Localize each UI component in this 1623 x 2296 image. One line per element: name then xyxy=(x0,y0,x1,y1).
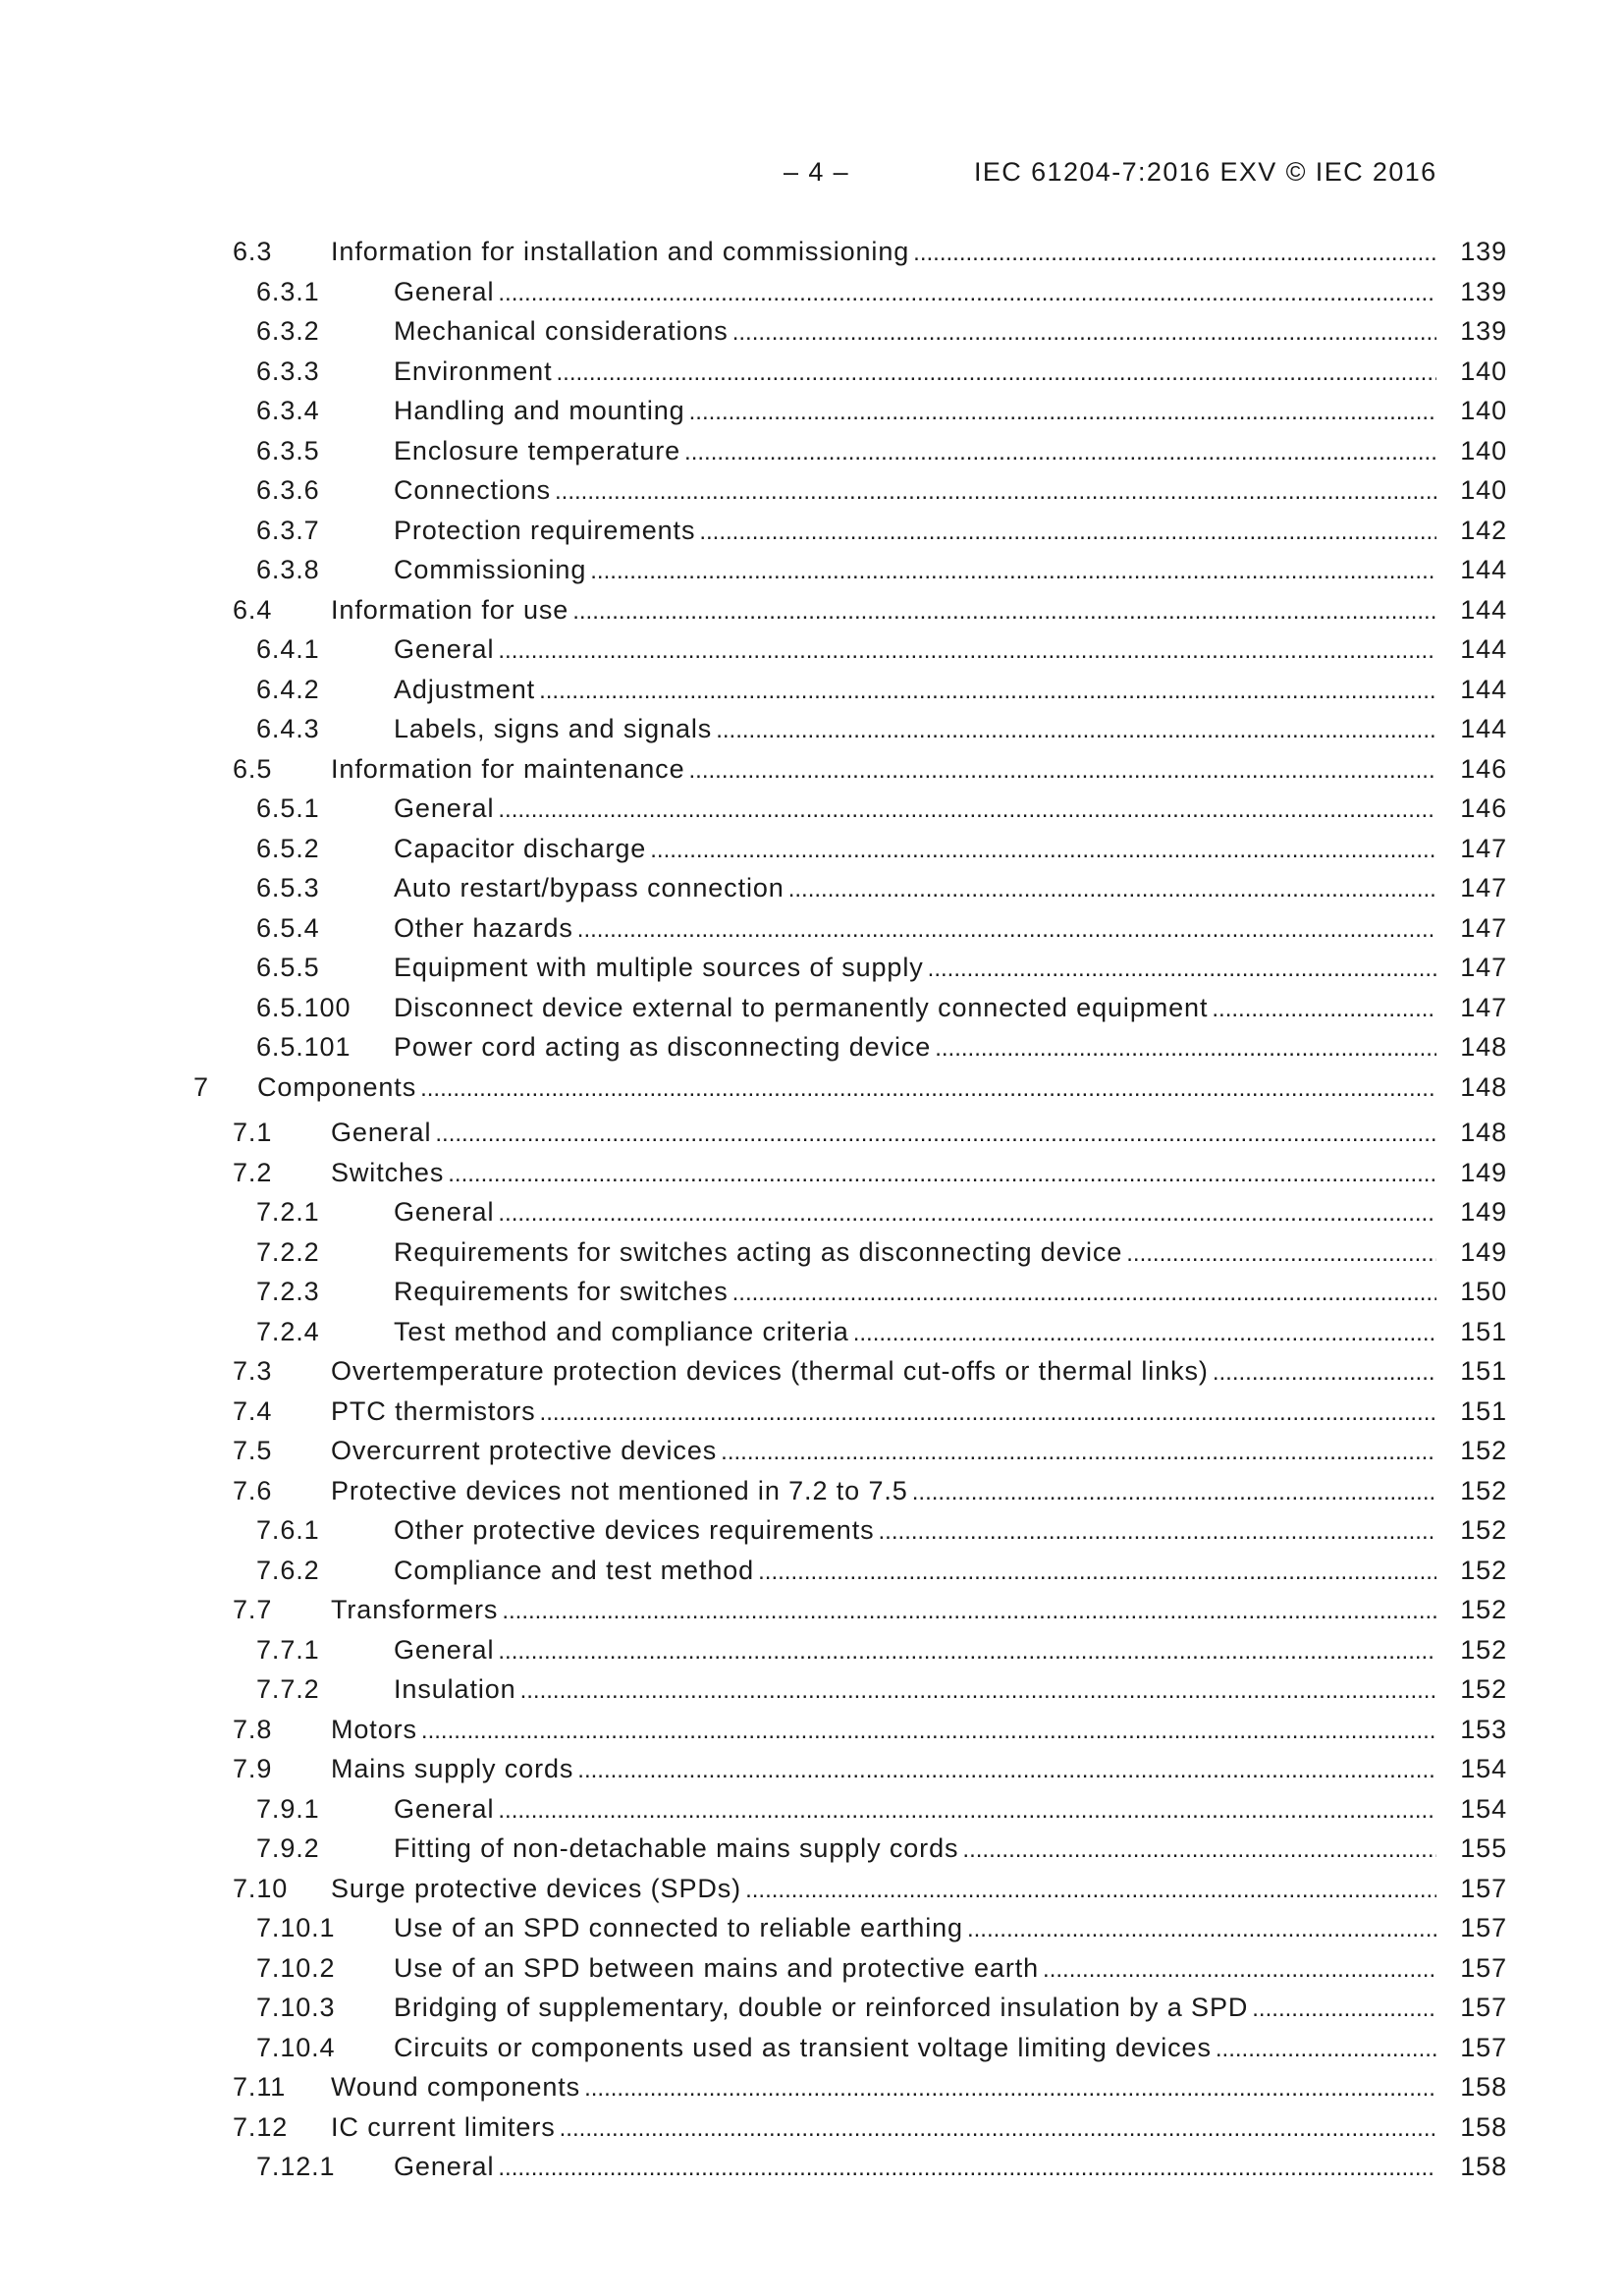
toc-entry-page: 151 xyxy=(1460,1356,1507,1386)
toc-entry-number: 7.6.2 xyxy=(256,1555,320,1585)
dot-leader xyxy=(572,592,1436,631)
toc-entry-number: 7.2.3 xyxy=(256,1277,320,1306)
toc-entry[interactable] xyxy=(0,1630,1623,1670)
toc-entry-number: 7.7.2 xyxy=(256,1674,320,1704)
toc-entry-page: 144 xyxy=(1460,634,1507,664)
toc-entry-number: 7.3 xyxy=(233,1356,273,1386)
toc-entry-number: 6.3 xyxy=(233,237,273,266)
toc-entry-number: 6.3.1 xyxy=(256,276,320,306)
toc-entry[interactable] xyxy=(0,1510,1623,1551)
dot-leader xyxy=(560,2109,1436,2149)
toc-entry[interactable] xyxy=(0,1153,1623,1193)
toc-entry-number: 6.5.2 xyxy=(256,833,320,863)
toc-entry[interactable] xyxy=(0,988,1623,1028)
toc-entry-title-line xyxy=(394,829,1436,870)
toc-entry-number: 7.5 xyxy=(233,1436,273,1465)
toc-entry[interactable] xyxy=(0,908,1623,949)
toc-entry-page: 140 xyxy=(1460,475,1507,505)
toc-entry-title-line xyxy=(331,1153,1436,1194)
toc-entry-title: General xyxy=(394,634,495,664)
toc-entry-title: Environment xyxy=(394,355,553,386)
toc-entry[interactable] xyxy=(0,352,1623,392)
toc-entry-number: 7.9.2 xyxy=(256,1833,320,1863)
toc-entry[interactable] xyxy=(0,2067,1623,2107)
toc-entry-title: Protective devices not mentioned in 7.2 to 7.5 xyxy=(331,1475,908,1505)
dot-leader xyxy=(1252,1990,1436,2029)
toc-entry-title-line xyxy=(331,1113,1436,1154)
toc-entry-title: Motors xyxy=(331,1714,417,1744)
toc-entry-title-line xyxy=(394,1192,1436,1233)
toc-entry-title: Commissioning xyxy=(394,555,587,584)
toc-entry-number: 7.11 xyxy=(233,2072,287,2102)
dot-leader xyxy=(935,1029,1436,1068)
toc-entry-number: 7.10.1 xyxy=(256,1913,336,1942)
toc-entry-page: 147 xyxy=(1460,833,1507,863)
toc-entry[interactable] xyxy=(0,1272,1623,1312)
toc-entry-number: 7.1 xyxy=(233,1118,273,1147)
toc-entry[interactable] xyxy=(0,1232,1623,1273)
toc-entry-number: 7.2.1 xyxy=(256,1197,320,1227)
toc-entry-page: 147 xyxy=(1460,992,1507,1022)
toc-entry-page: 148 xyxy=(1460,1071,1507,1102)
dot-leader xyxy=(498,631,1436,671)
toc-entry-number: 7.2.4 xyxy=(256,1316,320,1346)
toc-entry-number: 7.12 xyxy=(233,2111,289,2142)
toc-entry-title: Insulation xyxy=(394,1674,516,1704)
dot-leader xyxy=(912,1473,1436,1512)
toc-entry-title: General xyxy=(394,793,495,823)
toc-entry-title-line xyxy=(394,670,1436,711)
toc-entry-number: 7.2 xyxy=(233,1157,273,1187)
toc-entry-title-line xyxy=(331,749,1436,791)
dot-leader xyxy=(716,711,1436,750)
toc-entry[interactable] xyxy=(0,1908,1623,1948)
toc-entry[interactable] xyxy=(0,1113,1623,1153)
toc-entry-title-line xyxy=(394,1789,1436,1831)
toc-entry-page: 144 xyxy=(1460,674,1507,704)
toc-entry-title-line xyxy=(394,988,1436,1029)
toc-entry-title: Other protective devices requirements xyxy=(394,1515,875,1545)
toc-entry-number: 7.9 xyxy=(233,1754,273,1783)
toc-entry-title: Overtemperature protection devices (thermal cut-offs or thermal links) xyxy=(331,1356,1209,1386)
toc-entry-title: IC current limiters xyxy=(331,2111,556,2142)
toc-entry-title-line xyxy=(331,232,1436,273)
toc-entry-title: General xyxy=(394,1197,495,1227)
toc-entry[interactable] xyxy=(0,311,1623,352)
toc-entry-page: 154 xyxy=(1460,1793,1507,1824)
toc-entry-title-line xyxy=(394,1948,1436,1990)
toc-entry[interactable] xyxy=(0,2147,1623,2187)
toc-entry[interactable] xyxy=(0,1590,1623,1630)
toc-entry-page: 158 xyxy=(1460,2111,1507,2142)
toc-entry-title: Bridging of supplementary, double or reinforced insulation by a SPD xyxy=(394,1993,1249,2022)
dot-leader xyxy=(758,1553,1436,1592)
toc-entry[interactable] xyxy=(0,1027,1623,1067)
toc-entry[interactable] xyxy=(0,1710,1623,1750)
toc-entry-title: Switches xyxy=(331,1157,445,1187)
toc-entry-number: 6.3.2 xyxy=(256,316,320,346)
toc-entry-page: 153 xyxy=(1460,1714,1507,1744)
toc-entry[interactable] xyxy=(0,829,1623,869)
toc-entry-title-line xyxy=(331,1710,1436,1751)
toc-entry-number: 7.6.1 xyxy=(256,1515,320,1545)
toc-entry-title-line xyxy=(331,2107,1436,2149)
toc-entry-title: Power cord acting as disconnecting device xyxy=(394,1032,932,1062)
toc-entry-page: 151 xyxy=(1460,1395,1507,1426)
toc-entry-title: Use of an SPD between mains and protective earth xyxy=(394,1952,1040,1983)
dot-leader xyxy=(448,1155,1436,1194)
toc-entry-title-line xyxy=(394,272,1436,313)
toc-entry-title-line xyxy=(331,2067,1436,2108)
dot-leader xyxy=(498,2149,1436,2188)
dot-leader xyxy=(879,1512,1436,1552)
toc-entry-title: Mains supply cords xyxy=(331,1754,574,1783)
toc-entry-page: 139 xyxy=(1460,316,1507,346)
toc-entry-number: 7.10.4 xyxy=(256,2032,336,2062)
toc-entry[interactable] xyxy=(0,1392,1623,1432)
toc-entry-title: Surge protective devices (SPDs) xyxy=(331,1873,742,1903)
toc-entry-page: 152 xyxy=(1460,1595,1507,1624)
dot-leader xyxy=(1043,1950,1436,1990)
toc-entry-title: Connections xyxy=(394,475,551,505)
toc-entry-page: 157 xyxy=(1460,1873,1507,1903)
toc-entry-title-line xyxy=(394,1669,1436,1711)
toc-entry-page: 157 xyxy=(1460,1913,1507,1942)
table-of-contents xyxy=(0,232,1623,2187)
dot-leader xyxy=(967,1910,1436,1949)
toc-entry[interactable] xyxy=(0,232,1623,272)
toc-entry-number: 6.3.7 xyxy=(256,515,320,545)
document-id: IEC 61204-7:2016 EXV © IEC 2016 xyxy=(974,157,1437,187)
toc-entry-title-line xyxy=(331,1471,1436,1512)
dot-leader xyxy=(584,2069,1436,2108)
toc-entry-number: 6.4.2 xyxy=(256,674,320,704)
dot-leader xyxy=(498,1791,1436,1831)
toc-entry-page: 158 xyxy=(1460,2072,1507,2102)
dot-leader xyxy=(556,354,1436,393)
toc-entry-number: 7 xyxy=(193,1071,209,1102)
toc-entry-number: 6.5.100 xyxy=(256,992,352,1022)
toc-entry[interactable] xyxy=(0,470,1623,511)
toc-entry[interactable] xyxy=(0,431,1623,471)
toc-entry-page: 146 xyxy=(1460,793,1507,823)
toc-entry-title-line xyxy=(394,1630,1436,1671)
page-header xyxy=(0,157,1623,196)
toc-entry-title: General xyxy=(394,2152,495,2181)
toc-entry-number: 6.5.4 xyxy=(256,912,320,943)
toc-entry-title-line xyxy=(394,431,1436,472)
toc-entry-page: 144 xyxy=(1460,714,1507,743)
dot-leader xyxy=(498,791,1436,830)
toc-entry-title-line xyxy=(394,1988,1436,2029)
toc-entry-title-line xyxy=(394,629,1436,671)
toc-entry[interactable] xyxy=(0,1067,1623,1108)
toc-entry[interactable] xyxy=(0,1551,1623,1591)
toc-entry-title: General xyxy=(394,1634,495,1665)
toc-entry-title-line xyxy=(394,1829,1436,1870)
dot-leader xyxy=(498,1632,1436,1671)
toc-entry-title: General xyxy=(394,276,495,306)
toc-entry-number: 6.3.4 xyxy=(256,396,320,425)
toc-entry-title-line xyxy=(331,1431,1436,1472)
dot-leader xyxy=(421,1712,1436,1751)
toc-entry-title-line xyxy=(394,511,1436,552)
toc-entry-page: 147 xyxy=(1460,912,1507,943)
toc-entry-page: 140 xyxy=(1460,396,1507,425)
toc-entry-title-line xyxy=(394,868,1436,909)
toc-entry-number: 7.6 xyxy=(233,1475,273,1505)
toc-entry-title-line xyxy=(394,1551,1436,1592)
toc-entry-title: Information for installation and commissioning xyxy=(331,237,910,266)
toc-entry-number: 6.5.3 xyxy=(256,873,320,902)
toc-entry-title: Disconnect device external to permanently connected equipment xyxy=(394,992,1209,1022)
toc-entry-page: 157 xyxy=(1460,1952,1507,1983)
toc-entry-title: Circuits or components used as transient voltage limiting devices xyxy=(394,2032,1212,2062)
dot-leader xyxy=(962,1831,1436,1870)
toc-entry-number: 7.8 xyxy=(233,1714,273,1744)
toc-entry-title-line xyxy=(394,550,1436,591)
dot-leader xyxy=(913,234,1436,273)
dot-leader xyxy=(853,1314,1436,1353)
dot-leader xyxy=(520,1671,1436,1711)
toc-entry-number: 6.3.3 xyxy=(256,355,320,386)
toc-entry-page: 146 xyxy=(1460,753,1507,784)
toc-entry-title: Capacitor discharge xyxy=(394,833,647,863)
dot-leader xyxy=(540,1394,1436,1433)
toc-entry[interactable] xyxy=(0,1471,1623,1511)
toc-entry-number: 7.10.3 xyxy=(256,1993,336,2022)
toc-entry-page: 151 xyxy=(1460,1316,1507,1346)
toc-entry-number: 6.4.3 xyxy=(256,714,320,743)
toc-entry-title-line xyxy=(394,470,1436,512)
toc-entry-title-line xyxy=(331,1869,1436,1910)
toc-entry-page: 152 xyxy=(1460,1634,1507,1665)
toc-entry-title: Components xyxy=(257,1071,417,1102)
toc-entry[interactable] xyxy=(0,789,1623,829)
toc-entry-number: 6.5.5 xyxy=(256,953,320,982)
toc-entry[interactable] xyxy=(0,629,1623,670)
toc-entry-page: 147 xyxy=(1460,873,1507,902)
toc-entry-page: 149 xyxy=(1460,1157,1507,1187)
toc-entry-page: 152 xyxy=(1460,1674,1507,1704)
toc-entry-page: 147 xyxy=(1460,953,1507,982)
toc-entry-title: General xyxy=(331,1118,432,1147)
toc-entry-title-line xyxy=(257,1067,1436,1109)
toc-entry-title: Mechanical considerations xyxy=(394,316,729,346)
page-number: – 4 – xyxy=(784,157,850,187)
toc-entry-page: 152 xyxy=(1460,1555,1507,1585)
toc-entry-title-line xyxy=(394,1908,1436,1949)
dot-leader xyxy=(689,393,1436,432)
toc-entry-number: 7.4 xyxy=(233,1395,273,1426)
toc-entry-title-line xyxy=(394,908,1436,950)
toc-entry-page: 139 xyxy=(1460,276,1507,306)
dot-leader xyxy=(420,1069,1436,1109)
toc-entry-title: Protection requirements xyxy=(394,515,696,545)
toc-entry-title: Compliance and test method xyxy=(394,1555,755,1585)
toc-entry-title-line xyxy=(394,1272,1436,1313)
toc-entry-title-line xyxy=(394,2147,1436,2188)
toc-entry-number: 6.3.8 xyxy=(256,555,320,584)
toc-entry-title: Adjustment xyxy=(394,674,536,704)
toc-entry[interactable] xyxy=(0,1192,1623,1232)
toc-entry-page: 139 xyxy=(1460,237,1507,266)
dot-leader xyxy=(539,672,1436,711)
toc-entry-title-line xyxy=(394,2028,1436,2069)
dot-leader xyxy=(684,433,1436,472)
toc-entry-page: 158 xyxy=(1460,2152,1507,2181)
dot-leader xyxy=(928,950,1436,989)
toc-entry[interactable] xyxy=(0,1431,1623,1471)
toc-entry-title-line xyxy=(331,1392,1436,1433)
dot-leader xyxy=(1126,1234,1436,1274)
toc-entry[interactable] xyxy=(0,590,1623,630)
toc-entry[interactable] xyxy=(0,1669,1623,1710)
dot-leader xyxy=(498,1194,1436,1233)
toc-entry-page: 149 xyxy=(1460,1236,1507,1267)
toc-entry-title-line xyxy=(394,352,1436,393)
toc-entry-title: Requirements for switches xyxy=(394,1277,729,1306)
toc-entry-page: 154 xyxy=(1460,1754,1507,1783)
toc-entry-number: 7.7 xyxy=(233,1595,273,1624)
toc-entry-page: 152 xyxy=(1460,1436,1507,1465)
toc-entry-title: Information for maintenance xyxy=(331,753,685,784)
dot-leader xyxy=(577,1751,1436,1790)
toc-entry[interactable] xyxy=(0,1749,1623,1789)
toc-entry[interactable] xyxy=(0,709,1623,749)
toc-entry[interactable] xyxy=(0,272,1623,312)
toc-entry[interactable] xyxy=(0,550,1623,590)
toc-entry-title: Labels, signs and signals xyxy=(394,714,713,743)
toc-entry[interactable] xyxy=(0,391,1623,431)
dot-leader xyxy=(732,313,1436,353)
toc-entry-number: 6.4 xyxy=(233,594,273,625)
toc-entry-title-line xyxy=(394,311,1436,353)
toc-entry-title-line xyxy=(394,1232,1436,1274)
dot-leader xyxy=(745,1871,1436,1910)
toc-entry-page: 149 xyxy=(1460,1197,1507,1227)
toc-entry-page: 140 xyxy=(1460,435,1507,465)
toc-entry-title: Equipment with multiple sources of supply xyxy=(394,953,924,982)
toc-entry[interactable] xyxy=(0,511,1623,551)
toc-entry-title: Handling and mounting xyxy=(394,396,685,425)
toc-entry-page: 140 xyxy=(1460,355,1507,386)
toc-entry-page: 150 xyxy=(1460,1277,1507,1306)
toc-entry-page: 142 xyxy=(1460,515,1507,545)
dot-leader xyxy=(555,472,1436,512)
toc-entry-number: 6.5.1 xyxy=(256,793,320,823)
toc-entry[interactable] xyxy=(0,670,1623,710)
dot-leader xyxy=(699,513,1436,552)
toc-entry-page: 152 xyxy=(1460,1475,1507,1505)
toc-entry-number: 7.12.1 xyxy=(256,2152,336,2181)
toc-entry[interactable] xyxy=(0,868,1623,908)
toc-entry-number: 7.7.1 xyxy=(256,1634,320,1665)
toc-entry-title-line xyxy=(394,1027,1436,1068)
toc-entry-title: Fitting of non-detachable mains supply cords xyxy=(394,1833,959,1863)
toc-entry-number: 7.2.2 xyxy=(256,1236,320,1267)
toc-entry-title: Transformers xyxy=(331,1595,499,1624)
toc-entry-page: 157 xyxy=(1460,2032,1507,2062)
toc-entry-title: Enclosure temperature xyxy=(394,435,681,465)
toc-entry-title: Other hazards xyxy=(394,912,573,943)
toc-entry[interactable] xyxy=(0,1948,1623,1989)
toc-entry-number: 7.9.1 xyxy=(256,1793,320,1824)
dot-leader xyxy=(502,1592,1436,1631)
toc-entry-title-line xyxy=(331,590,1436,631)
dot-leader xyxy=(577,910,1436,950)
toc-entry-title-line xyxy=(394,709,1436,750)
toc-entry-page: 152 xyxy=(1460,1515,1507,1545)
toc-entry-page: 148 xyxy=(1460,1032,1507,1062)
dot-leader xyxy=(1213,1353,1436,1393)
toc-entry[interactable] xyxy=(0,948,1623,988)
toc-entry[interactable] xyxy=(0,749,1623,790)
toc-entry-title: General xyxy=(394,1793,495,1824)
toc-entry-title: Use of an SPD connected to reliable earthing xyxy=(394,1913,963,1942)
toc-entry-page: 148 xyxy=(1460,1118,1507,1147)
toc-entry-title-line xyxy=(331,1590,1436,1631)
toc-entry-page: 144 xyxy=(1460,594,1507,625)
toc-entry-number: 6.3.6 xyxy=(256,475,320,505)
dot-leader xyxy=(498,274,1436,313)
toc-entry-title: Information for use xyxy=(331,594,569,625)
toc-entry[interactable] xyxy=(0,1312,1623,1352)
toc-entry[interactable] xyxy=(0,1351,1623,1392)
toc-entry-page: 155 xyxy=(1460,1833,1507,1863)
toc-entry-page: 144 xyxy=(1460,555,1507,584)
toc-entry[interactable] xyxy=(0,1789,1623,1830)
toc-entry-number: 6.4.1 xyxy=(256,634,320,664)
dot-leader xyxy=(721,1433,1436,1472)
dot-leader xyxy=(650,831,1436,870)
toc-entry[interactable] xyxy=(0,2107,1623,2148)
toc-entry-title: Auto restart/bypass connection xyxy=(394,873,784,902)
toc-entry[interactable] xyxy=(0,1829,1623,1869)
dot-leader xyxy=(788,870,1436,909)
toc-entry-title-line xyxy=(394,1312,1436,1353)
dot-leader xyxy=(732,1274,1436,1313)
toc-entry-title-line xyxy=(394,391,1436,432)
toc-entry-title-line xyxy=(394,1510,1436,1552)
toc-entry-title: Test method and compliance criteria xyxy=(394,1316,849,1346)
dot-leader xyxy=(590,552,1436,591)
toc-entry-number: 6.5.101 xyxy=(256,1032,352,1062)
toc-entry-title-line xyxy=(394,948,1436,989)
toc-entry[interactable] xyxy=(0,1988,1623,2028)
toc-entry-title-line xyxy=(331,1351,1436,1393)
dot-leader xyxy=(1216,2030,1436,2069)
dot-leader xyxy=(688,751,1436,791)
toc-entry-title: Wound components xyxy=(331,2072,581,2102)
toc-entry-number: 6.5 xyxy=(233,753,273,784)
toc-entry[interactable] xyxy=(0,1869,1623,1909)
dot-leader xyxy=(435,1115,1436,1154)
dot-leader xyxy=(1212,990,1436,1029)
toc-entry-title-line xyxy=(394,789,1436,830)
toc-entry-page: 157 xyxy=(1460,1993,1507,2022)
toc-entry-title: PTC thermistors xyxy=(331,1395,536,1426)
toc-entry-title: Overcurrent protective devices xyxy=(331,1436,718,1465)
toc-entry-title: Requirements for switches acting as disconnecting device xyxy=(394,1236,1123,1267)
toc-entry-title-line xyxy=(331,1749,1436,1790)
toc-entry-number: 7.10 xyxy=(233,1873,289,1903)
toc-entry[interactable] xyxy=(0,2028,1623,2068)
toc-entry-number: 6.3.5 xyxy=(256,435,320,465)
toc-entry-number: 7.10.2 xyxy=(256,1952,336,1983)
